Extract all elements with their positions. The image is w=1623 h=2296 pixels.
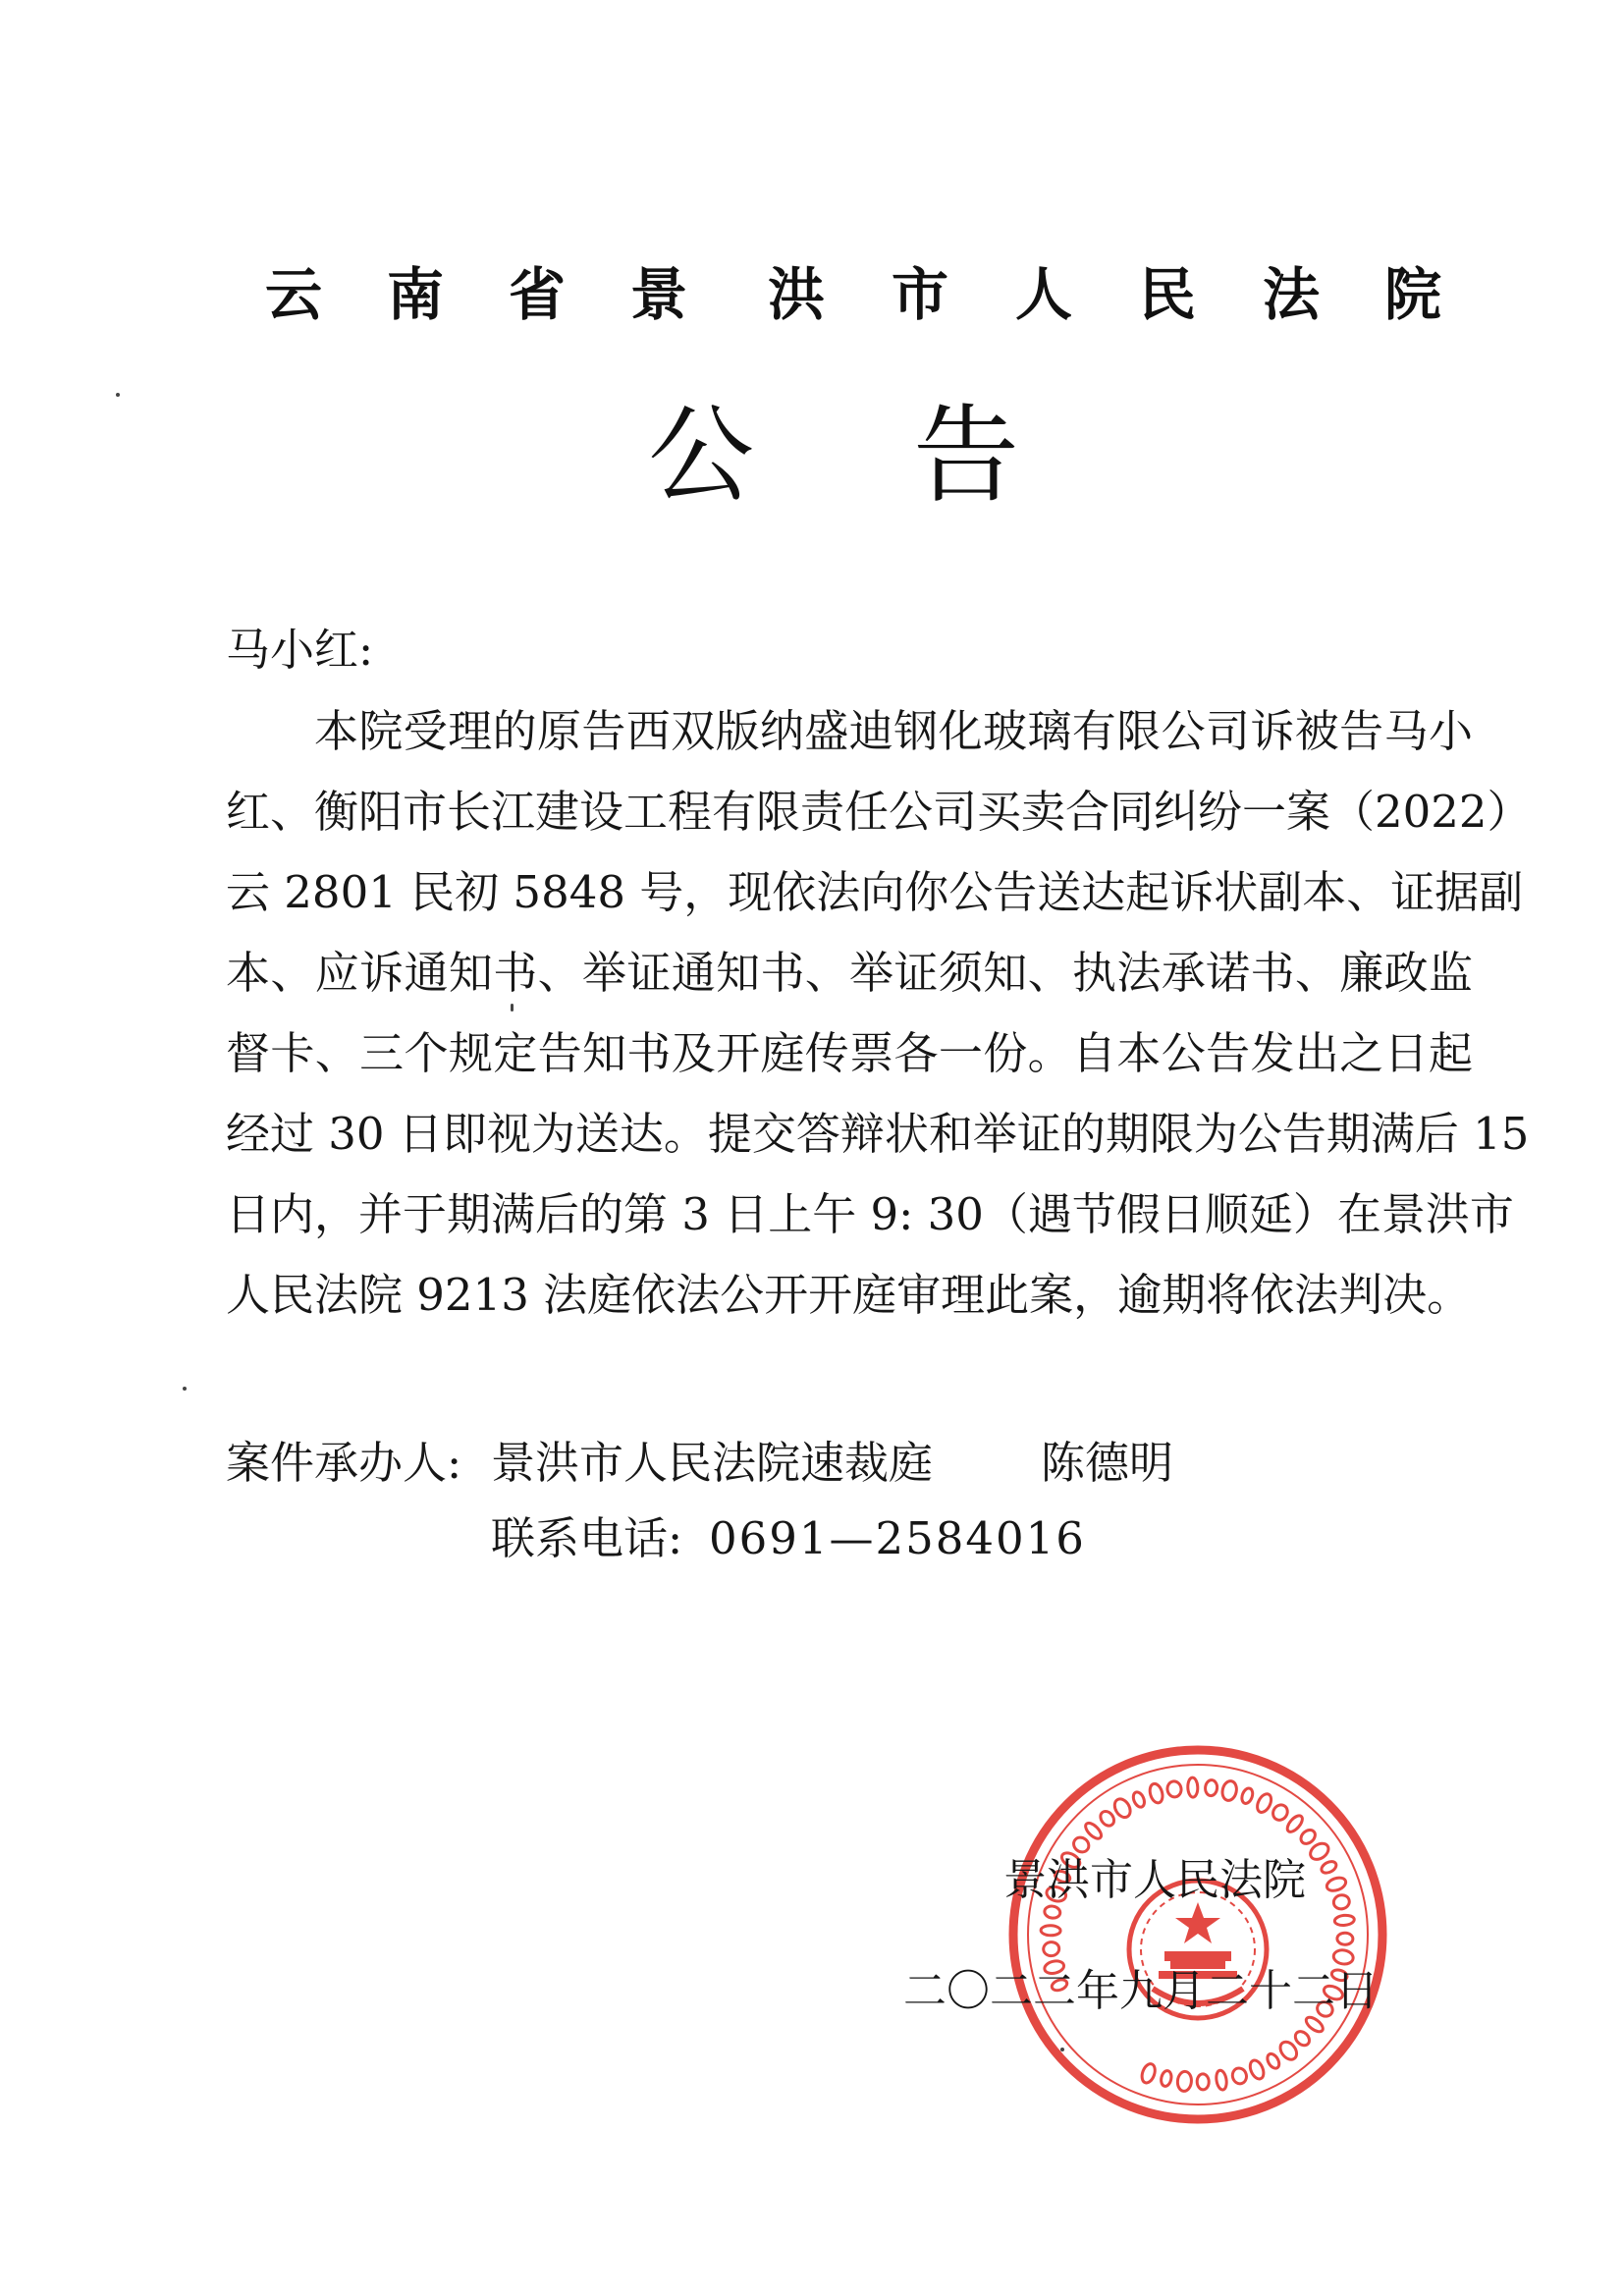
case-handler-label: 案件承办人:: [226, 1437, 462, 1489]
seal-inner-ring: [1028, 1765, 1368, 2105]
body-line: 红、衡阳市长江建设工程有限责任公司买卖合同纠纷一案（2022）: [226, 786, 1532, 838]
seal-script-mark: [1320, 1859, 1338, 1875]
notice-title-char: 公: [648, 395, 755, 518]
phone-label: 联系电话:: [491, 1512, 683, 1564]
seal-script-mark: [1140, 2062, 1158, 2085]
seal-script-mark: [1148, 1782, 1164, 1805]
seal-script-mark: [1284, 1813, 1305, 1834]
scan-speck: [183, 1387, 187, 1391]
notice-title-char: 告: [913, 395, 1020, 518]
seal-script-mark: [1292, 2029, 1312, 2049]
seal-script-mark: [1265, 2051, 1281, 2070]
court-name-char: 景: [630, 261, 688, 328]
seal-outer-ring: [1013, 1750, 1382, 2119]
court-name-char: 法: [1263, 261, 1321, 328]
signing-court: 景洪市人民法院: [1003, 1855, 1306, 1905]
seal-script-mark: [1098, 1809, 1116, 1829]
handler-department: 景洪市人民法院速裁庭: [491, 1437, 934, 1489]
court-name-char: 省: [509, 261, 567, 328]
seal-script-mark: [1248, 2058, 1267, 2081]
seal-script-ring: [1041, 1777, 1355, 2092]
body-line: 本院受理的原告西双版纳盛迪钢化玻璃有限公司诉被告马小: [314, 705, 1473, 757]
seal-script-mark: [1043, 1941, 1059, 1956]
phone-number: 0691—2584016: [709, 1512, 1086, 1564]
handler-name: 陈德明: [1041, 1437, 1174, 1489]
scan-speck: [1060, 2048, 1064, 2051]
seal-script-mark: [1205, 1779, 1217, 1796]
seal-script-mark: [1271, 1802, 1291, 1823]
body-line: 经过 30 日即视为送达。提交答辩状和举证的期限为公告期满后 15: [226, 1108, 1530, 1160]
addressee: 马小红:: [226, 624, 374, 676]
seal-script-mark: [1337, 1933, 1353, 1944]
scan-speck: [116, 393, 120, 397]
seal-script-mark: [1230, 2066, 1248, 2085]
signing-date: 二〇二二年九月二十二日: [903, 1966, 1379, 2016]
scan-speck: [511, 1004, 514, 1011]
court-name-char: 南: [387, 261, 445, 328]
seal-script-mark: [1255, 1791, 1274, 1814]
court-name-char: 市: [892, 261, 949, 328]
seal-script-mark: [1197, 2074, 1210, 2090]
seal-script-mark: [1187, 1777, 1198, 1797]
seal-script-mark: [1325, 1876, 1348, 1893]
body-line: 督卡、三个规定告知书及开庭传票各一份。自本公告发出之日起: [226, 1027, 1473, 1079]
seal-script-mark: [1332, 1893, 1351, 1910]
seal-script-mark: [1041, 1926, 1060, 1937]
seal-script-mark: [1215, 2069, 1227, 2090]
court-name-char: 云: [265, 261, 323, 328]
seal-script-mark: [1111, 1796, 1133, 1820]
seal-script-mark: [1160, 2070, 1172, 2088]
court-name-char: 洪: [768, 261, 826, 328]
court-name-char: 人: [1015, 261, 1073, 328]
seal-script-mark: [1334, 1914, 1355, 1926]
seal-script-mark: [1298, 1828, 1318, 1847]
seal-script-mark: [1177, 2071, 1193, 2092]
body-line: 本、应诉通知书、举证通知书、举证须知、执法承诺书、廉政监: [226, 947, 1473, 999]
court-name-char: 院: [1384, 261, 1442, 328]
seal-script-mark: [1166, 1780, 1182, 1798]
body-line: 日内，并于期满后的第 3 日上午 9: 30（遇节假日顺延）在景洪市: [226, 1188, 1514, 1240]
court-name-char: 民: [1139, 261, 1197, 328]
seal-script-mark: [1131, 1790, 1147, 1809]
notice-title: [0, 393, 1623, 520]
court-seal-icon: [1001, 1738, 1394, 2131]
seal-script-mark: [1220, 1779, 1238, 1802]
body-line: 人民法院 9213 法庭依法公开开庭审理此案，逾期将依法判决。: [226, 1269, 1472, 1321]
seal-script-mark: [1240, 1786, 1255, 1804]
body-line: 云 2801 民初 5848 号，现依法向你公告送达起诉状副本、证据副: [226, 866, 1524, 918]
